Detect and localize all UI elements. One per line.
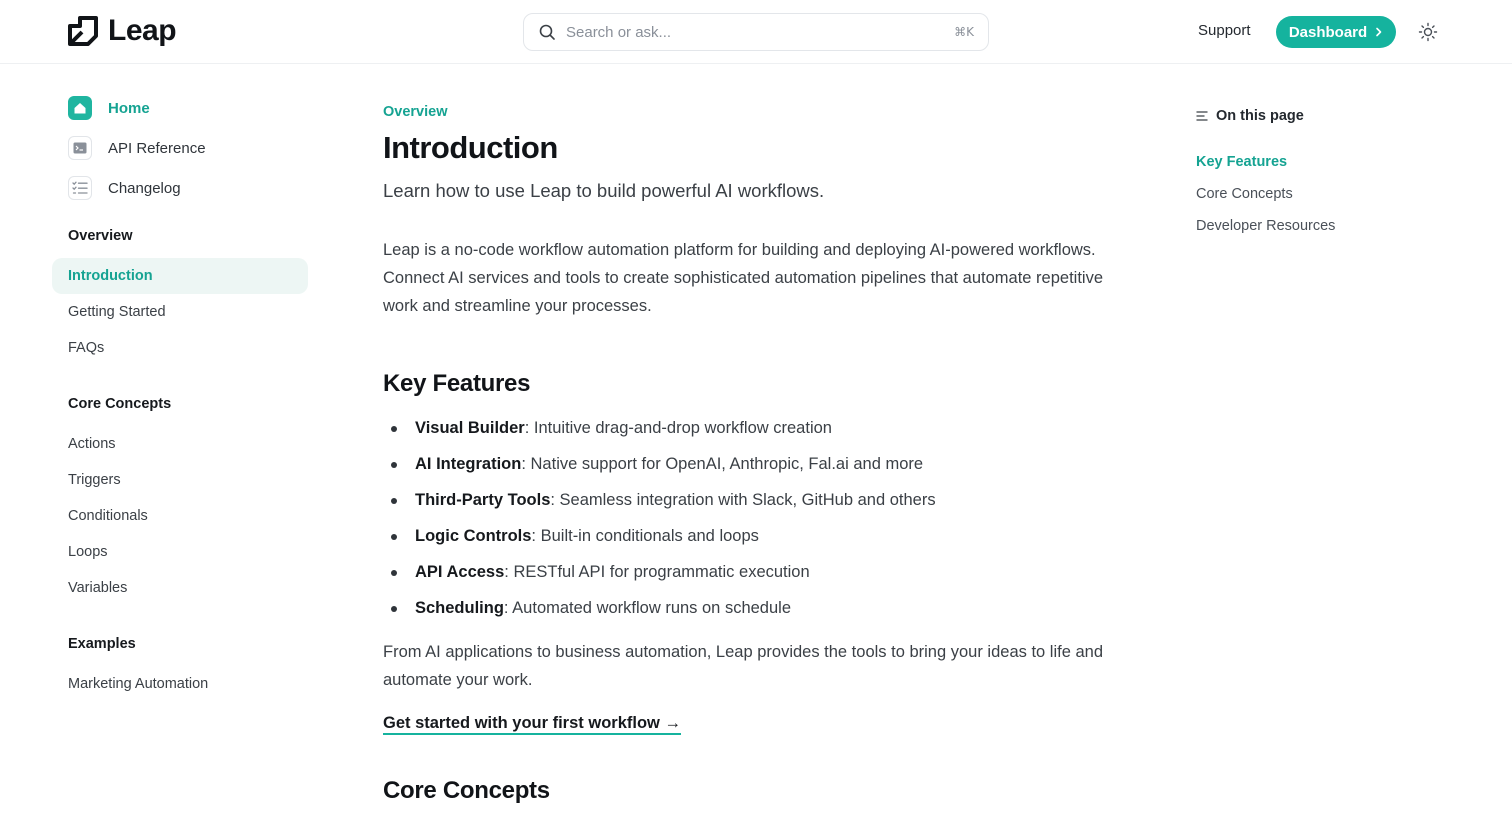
sidebar-item-faqs[interactable]: FAQs [68, 340, 105, 356]
sidebar [52, 88, 308, 702]
toc-item-key-features[interactable]: Key Features [1196, 154, 1288, 170]
text-align-left-icon [1196, 110, 1208, 122]
top-header [0, 0, 1512, 64]
feature-name: Visual Builder [415, 418, 525, 437]
intro-paragraph: Leap is a no-code workflow automation platform for building and deploying AI-powered workflows. Connect AI services and tools to create sophisticated automation pipelines that automate repetitive work and streamline your processes. [383, 241, 1104, 315]
sidebar-section-examples: Examples [68, 636, 136, 652]
core-concepts-heading: Core Concepts [383, 777, 550, 804]
sidebar-item-conditionals[interactable]: Conditionals [68, 508, 148, 524]
chevron-right-icon [1375, 27, 1383, 37]
dashboard-button[interactable] [1276, 16, 1396, 48]
toc-item-core-concepts[interactable]: Core Concepts [1196, 186, 1293, 202]
sidebar-item-loops[interactable]: Loops [68, 544, 108, 560]
list-item [383, 410, 1103, 446]
home-icon [68, 96, 92, 120]
sidebar-section-core-concepts: Core Concepts [68, 396, 172, 412]
sidebar-item-home[interactable] [52, 88, 308, 128]
search-input[interactable] [566, 24, 954, 41]
search-icon [538, 23, 556, 41]
sidebar-section-overview: Overview [68, 228, 133, 244]
page-title: Introduction [383, 130, 558, 165]
get-started-link[interactable]: Get started with your first workflow → [383, 714, 681, 735]
list-item [383, 482, 1103, 518]
feature-name: API Access [415, 562, 505, 581]
sidebar-item-introduction[interactable]: Introduction [52, 258, 308, 294]
sidebar-item-changelog[interactable] [52, 168, 308, 208]
key-features-heading: Key Features [383, 370, 531, 397]
sidebar-item-actions[interactable]: Actions [68, 436, 116, 452]
sidebar-item-variables[interactable]: Variables [68, 580, 128, 596]
leap-logo-icon [68, 16, 98, 46]
table-of-contents [1196, 106, 1436, 242]
list-item [383, 554, 1103, 590]
search-bar[interactable] [523, 13, 989, 51]
breadcrumb: Overview [383, 104, 448, 120]
sidebar-item-label: Home [108, 99, 150, 117]
terminal-icon [68, 136, 92, 160]
feature-name: Logic Controls [415, 526, 532, 545]
support-link[interactable]: Support [1198, 22, 1251, 39]
feature-list [383, 410, 1103, 626]
feature-desc: : Built-in conditionals and loops [531, 526, 759, 545]
feature-desc: : RESTful API for programmatic execution [504, 562, 810, 581]
feature-desc: : Native support for OpenAI, Anthropic, Fal.ai and more [521, 454, 924, 473]
logo-text: Leap [108, 14, 177, 47]
sidebar-item-label: API Reference [108, 139, 206, 157]
list-item [383, 446, 1103, 482]
toc-title-label: On this page [1216, 108, 1304, 124]
toc-title [1196, 106, 1436, 126]
list-item [383, 590, 1103, 626]
sidebar-item-getting-started[interactable]: Getting Started [68, 304, 166, 320]
main-content [383, 104, 1103, 805]
feature-desc: : Seamless integration with Slack, GitHub and others [550, 490, 936, 509]
list-item [383, 518, 1103, 554]
closing-paragraph: From AI applications to business automation, Leap provides the tools to bring your ideas to life and automate your work. [383, 643, 1104, 689]
sidebar-item-marketing-automation[interactable]: Marketing Automation [68, 676, 209, 692]
toc-item-developer-resources[interactable]: Developer Resources [1196, 218, 1336, 234]
feature-desc: : Automated workflow runs on schedule [503, 598, 791, 617]
page-subtitle: Learn how to use Leap to build powerful AI workflows. [383, 180, 825, 201]
feature-name: AI Integration [415, 454, 522, 473]
sidebar-item-api-reference[interactable] [52, 128, 308, 168]
logo[interactable] [68, 14, 176, 48]
feature-name: Third-Party Tools [415, 490, 551, 509]
dashboard-button-label: Dashboard [1288, 23, 1368, 41]
sun-icon[interactable] [1418, 22, 1438, 42]
sidebar-item-label: Changelog [108, 179, 181, 197]
sidebar-item-triggers[interactable]: Triggers [68, 472, 121, 488]
feature-desc: : Intuitive drag-and-drop workflow creation [524, 418, 832, 437]
list-checks-icon [68, 176, 92, 200]
feature-name: Scheduling [415, 598, 504, 617]
search-shortcut: ⌘K [954, 25, 974, 39]
